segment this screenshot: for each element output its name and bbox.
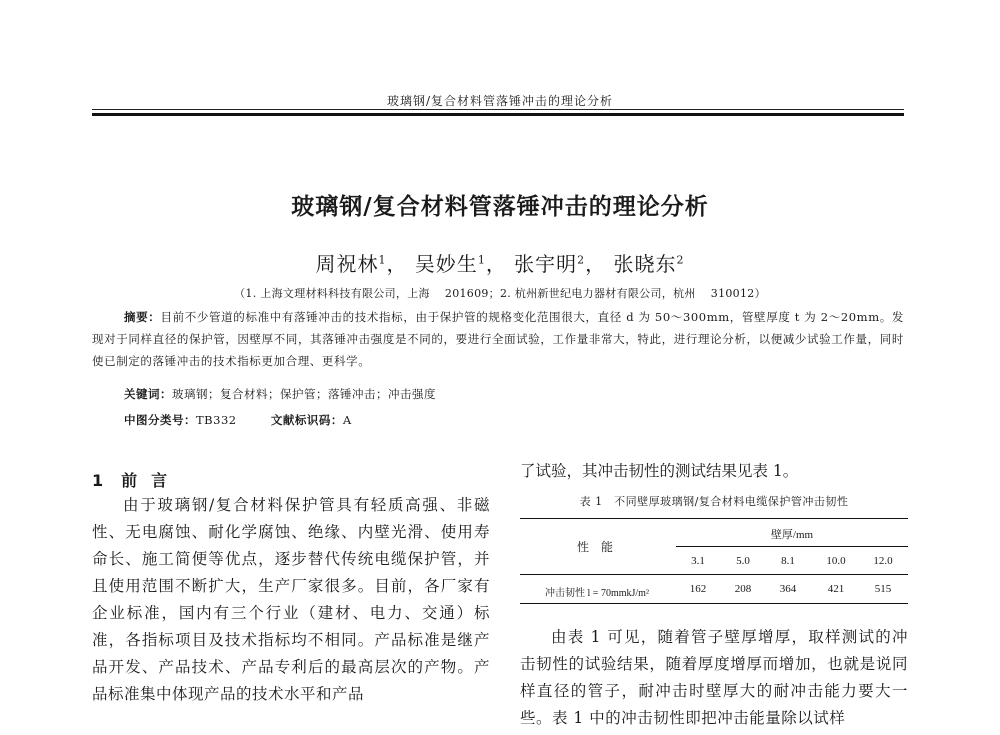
classification-label: 中图分类号： xyxy=(124,413,196,427)
intro-paragraph: 由于玻璃钢/复合材料保护管具有轻质高强、非磁性、无电腐蚀、耐化学腐蚀、绝缘、内壁光滑、使用寿命长、施工简便等优点，逐步替代传统电缆保护管，并且使用范围不断扩大，生产厂家很多。目前，各厂家有企业标准，国内有三个行业（建材、电力、交通）标准，各指标项目及技术指标均不相同。产品标准是继产品开发、产品技术、产品专利后的最高层次的产物。产品标准集中体现产品的技术水平和产品 xyxy=(92,496,490,703)
author-list xyxy=(0,248,1000,277)
table-header-rule xyxy=(520,574,908,575)
author-name: 吴妙生 xyxy=(414,252,478,276)
header-rule-thick xyxy=(92,113,904,116)
abstract xyxy=(92,306,904,372)
author-name: 周祝林 xyxy=(315,252,379,276)
impact-value: 162 xyxy=(689,583,707,595)
running-header: 玻璃钢/复合材料管落锤冲击的理论分析 xyxy=(386,94,614,108)
keywords-text: 玻璃钢；复合材料；保护管；落锤冲击；冲击强度 xyxy=(172,387,436,401)
thickness-header: 3.1 xyxy=(691,555,705,567)
right-lead-text: 了试验，其冲击韧性的测试结果见表 1。 xyxy=(520,462,799,480)
author-name: 张晓东 xyxy=(613,252,677,276)
section-title: 前言 xyxy=(121,471,182,490)
thickness-header: 10.0 xyxy=(826,555,846,567)
table-caption: 表 1 不同壁厚玻璃钢/复合材料电缆保护管冲击韧性 xyxy=(579,495,849,508)
author-affiliation-mark: 1 xyxy=(378,253,387,267)
keywords xyxy=(124,386,436,402)
thickness-header: 5.0 xyxy=(736,555,750,567)
paper-title: 玻璃钢/复合材料管落锤冲击的理论分析 xyxy=(291,194,709,220)
author-affiliation-mark: 1 xyxy=(477,253,486,267)
impact-value: 364 xyxy=(779,583,797,595)
abstract-label: 摘要： xyxy=(124,310,161,324)
impact-value: 421 xyxy=(827,583,845,595)
section-heading xyxy=(92,468,181,491)
author-affiliation-mark: 2 xyxy=(676,253,685,267)
keywords-label: 关键词： xyxy=(124,387,172,401)
impact-value: 515 xyxy=(874,583,892,595)
table-metric-label: 冲击韧性 l = 70mmkJ/m² xyxy=(545,588,649,599)
table-top-rule xyxy=(520,518,908,519)
thickness-header: 8.1 xyxy=(781,555,795,567)
header-rule-thin xyxy=(92,109,904,110)
impact-value: 208 xyxy=(734,583,752,595)
abstract-text: 目前不少管道的标准中有落锤冲击的技术指标，由于保护管的规格变化范围很大，直径 d 为 50～300mm，管壁厚度 t 为 2～20mm。发现对于同样直径的保护管，因壁厚不同，其落锤冲击强度是不同的，要进行全面试验，工作量非常大，特此，进行理论分析，以便减少试验工作量，同时使已制定的落锤冲击的技术指标更加合理、更科学。 xyxy=(92,310,904,368)
document-code-label: 文献标识码： xyxy=(270,413,343,427)
author-separator: ， xyxy=(485,252,507,276)
thickness-header: 12.0 xyxy=(873,555,893,567)
author-affiliation-mark: 2 xyxy=(577,253,586,267)
author-separator: ， xyxy=(386,252,408,276)
classification-value: TB332 xyxy=(196,413,237,427)
affiliations: （1. 上海文理材料科技有限公司，上海 201609；2. 杭州新世纪电力器材有限公司，杭州 310012） xyxy=(234,287,766,300)
discussion-paragraph: 由表 1 可见，随着管子壁厚增厚，取样测试的冲击韧性的试验结果，随着厚度增厚而增加，也就是说同样直径的管子，耐冲击时壁厚大的耐冲击能力要大一些。表 1 中的冲击韧性即把冲击能量除以试样 xyxy=(520,628,908,727)
section-number: 1 xyxy=(92,471,104,490)
classification-line xyxy=(124,412,352,428)
table-group-rule xyxy=(676,546,908,547)
document-code-value: A xyxy=(342,413,352,427)
author-name: 张宇明 xyxy=(514,252,578,276)
author-separator: ， xyxy=(585,252,607,276)
table-row-header: 性 能 xyxy=(576,540,613,554)
table-group-header: 壁厚/mm xyxy=(770,529,814,541)
table-bottom-rule xyxy=(520,603,908,604)
